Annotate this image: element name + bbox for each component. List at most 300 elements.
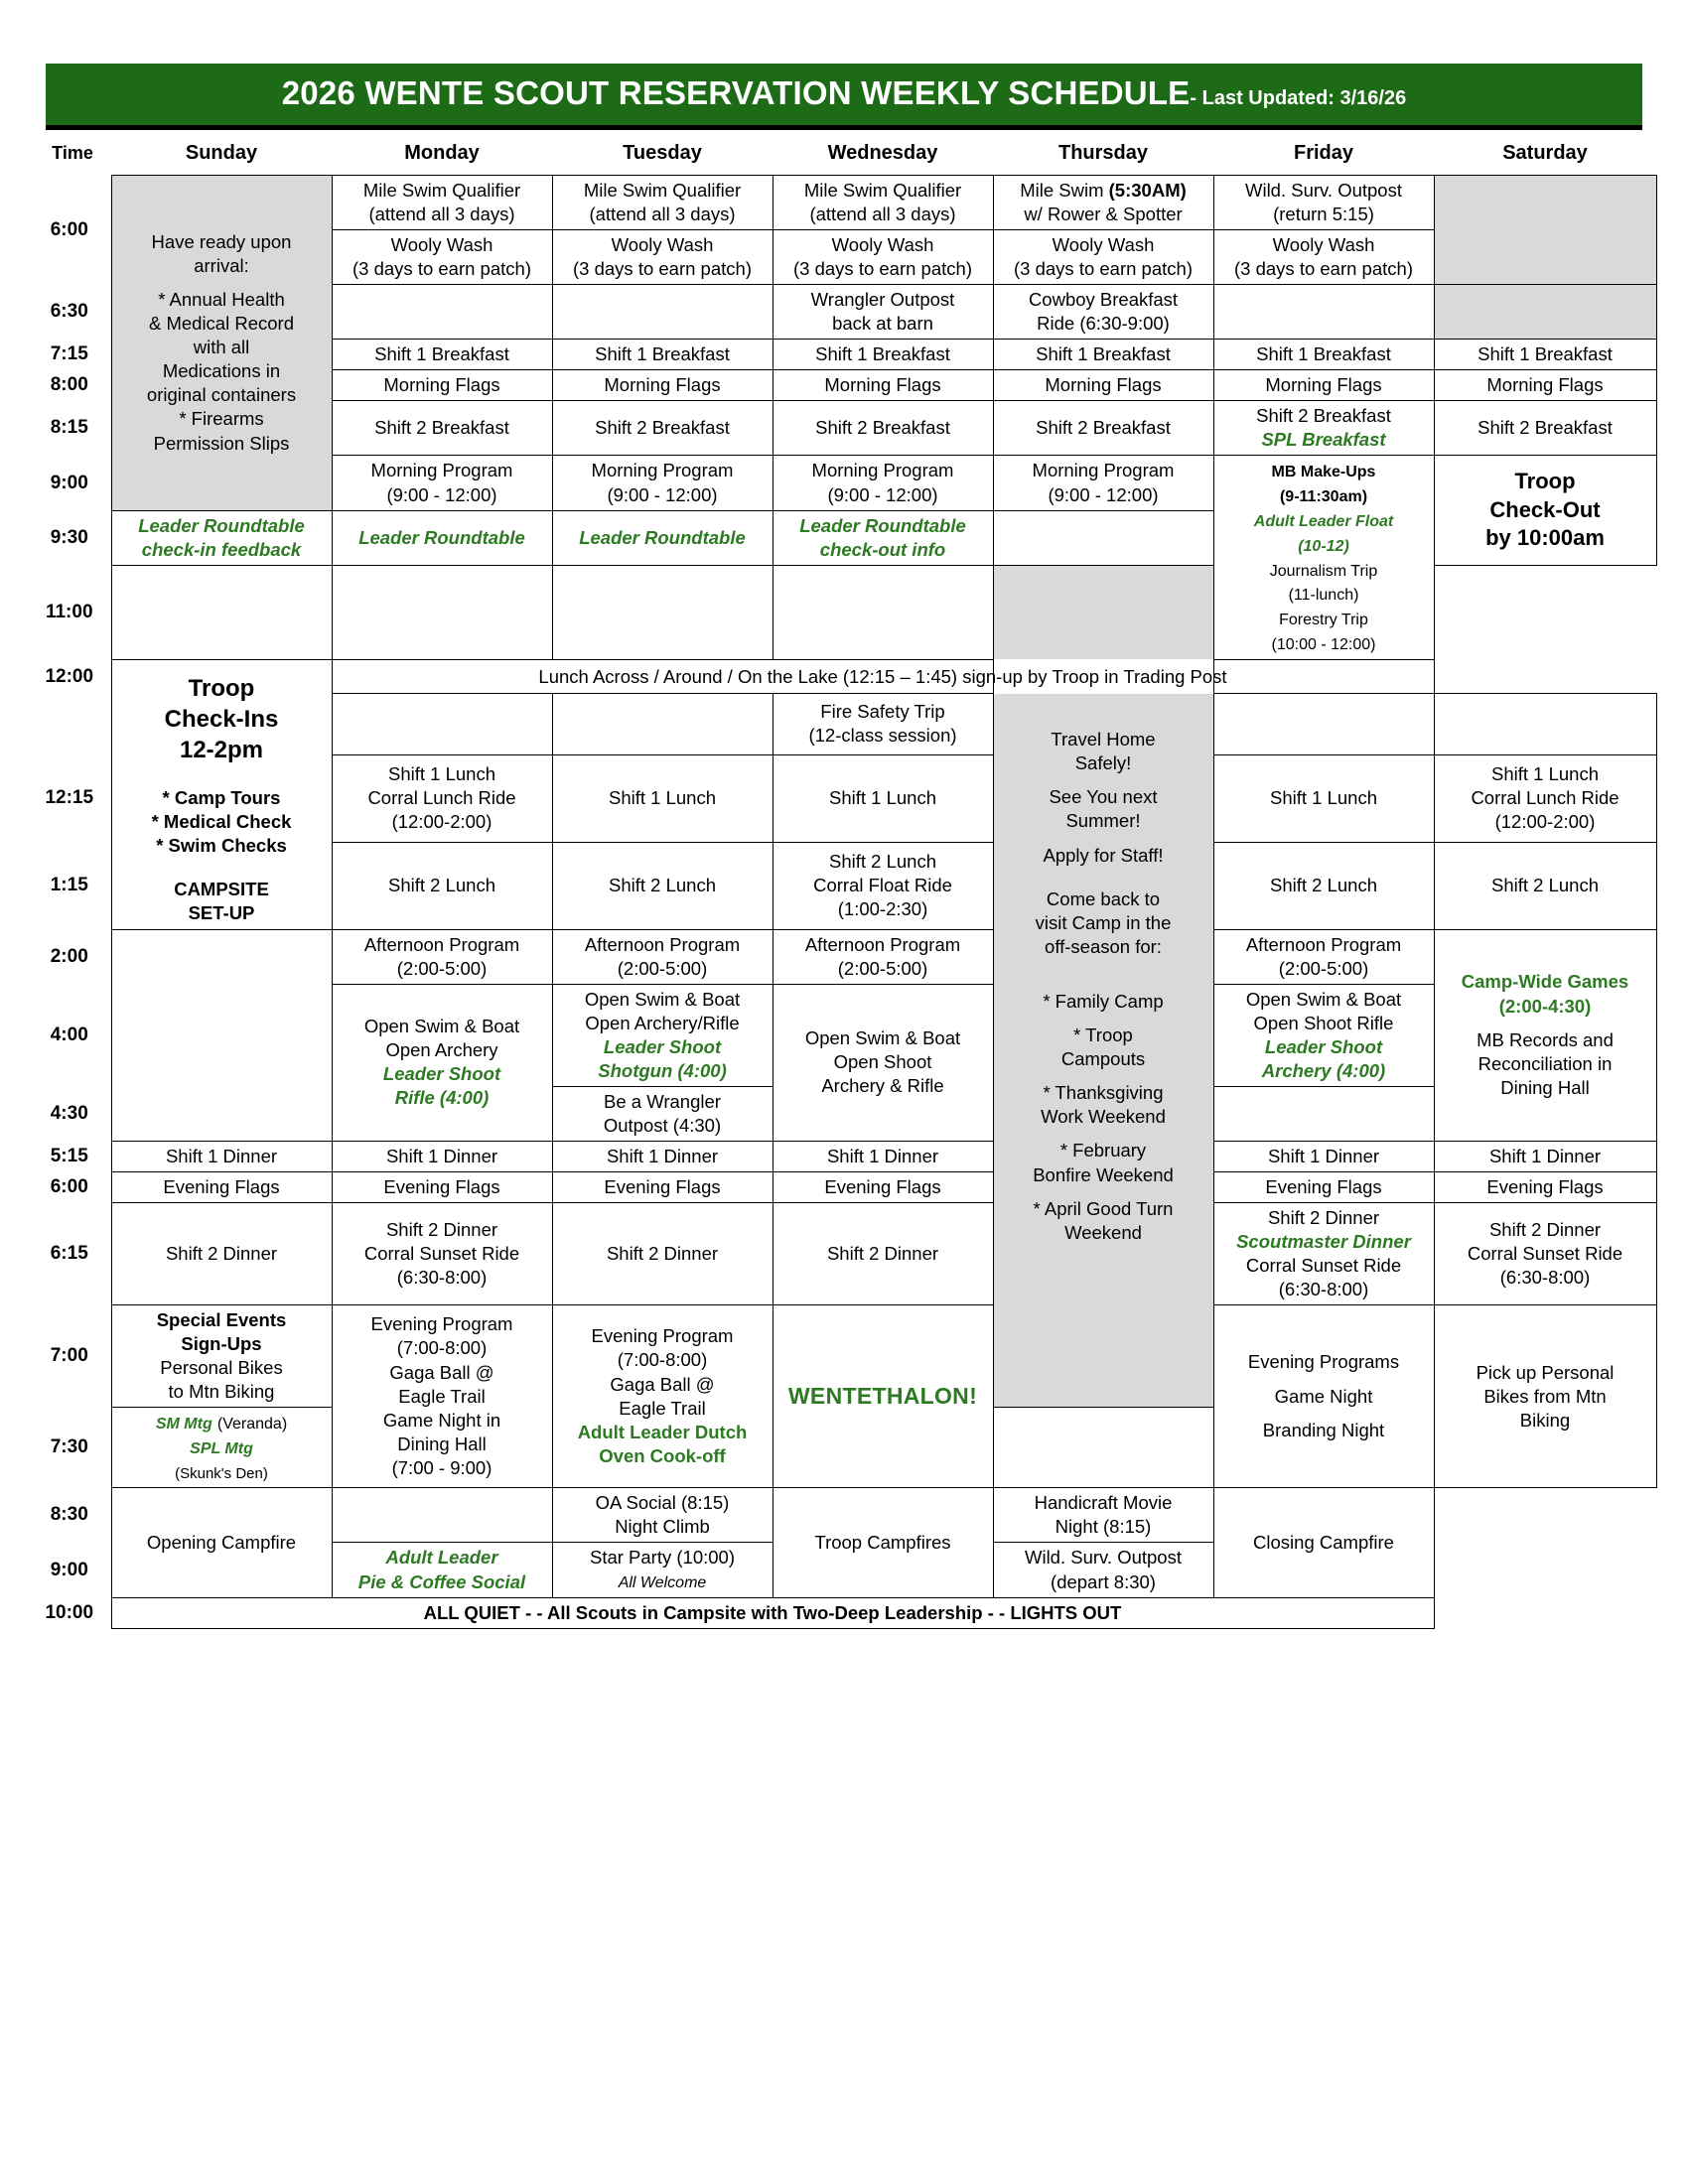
saturday-early-empty — [1434, 176, 1656, 285]
monday-evening-line4: Eagle Trail — [398, 1385, 486, 1407]
thursday-open-line1: Open Swim & Boat — [1245, 988, 1402, 1010]
friday-0630-empty — [1213, 285, 1434, 340]
monday-mile-swim-line2: (attend all 3 days) — [368, 204, 515, 225]
tuesday-open-line2: Open Archery/Rifle — [585, 1012, 740, 1033]
time-label-0930: 9:30 — [34, 510, 111, 565]
monday-leader-roundtable — [111, 510, 332, 565]
time-label-1200: 12:00 — [34, 659, 111, 694]
sunday-campsite-line1: CAMPSITE — [174, 879, 269, 900]
monday-lunch1-line2: Corral Lunch Ride — [367, 787, 516, 809]
monday-open-line1: Open Swim & Boat — [363, 1016, 520, 1037]
column-header-saturday: Saturday — [1434, 136, 1656, 176]
tuesday-afternoon-program — [552, 929, 773, 984]
wednesday-roundtable-label: Leader Roundtable — [579, 526, 746, 548]
tuesday-morning-program — [552, 456, 773, 510]
thursday-fire-row-empty — [1213, 694, 1434, 754]
tuesday-dinner-2: Shift 2 Dinner — [552, 1202, 773, 1304]
sunday-dinner-2: Shift 2 Dinner — [111, 1202, 332, 1304]
thursday-wooly-line1: Wooly Wash — [1052, 234, 1155, 256]
saturday-family-camp: * Family Camp — [1043, 990, 1164, 1012]
friday-dinner-2 — [1434, 1202, 1656, 1304]
wednesday-lunch2-line1: Shift 2 Lunch — [829, 850, 936, 872]
friday-lunch1-line3: (12:00-2:00) — [1494, 811, 1596, 833]
column-header-thursday: Thursday — [993, 136, 1213, 176]
wednesday-mile-swim-line1: Mile Swim Qualifier — [803, 180, 962, 201]
friday-morning-flags: Morning Flags — [1213, 370, 1434, 401]
tuesday-wrangler-line1: Be a Wrangler — [604, 1090, 721, 1112]
saturday-see-line2: Summer! — [1065, 810, 1141, 832]
monday-lunch1-line3: (12:00-2:00) — [391, 811, 492, 833]
thursday-movie-line1: Handicraft Movie — [1034, 1491, 1173, 1513]
tuesday-star-line2: All Welcome — [618, 1574, 707, 1592]
tuesday-open-line3: Leader Shoot — [603, 1035, 722, 1057]
tuesday-evening-flags: Evening Flags — [552, 1171, 773, 1202]
thursday-breakfast-2: Shift 2 Breakfast — [993, 401, 1213, 456]
time-label-0200: 2:00 — [34, 929, 111, 984]
all-quiet-banner: ALL QUIET - - All Scouts in Campsite with Two-Deep Leadership - - LIGHTS OUT — [111, 1597, 1434, 1628]
friday-camp-wide-games — [1434, 929, 1656, 1141]
weekly-schedule-table — [34, 136, 1657, 1629]
monday-open-programs — [332, 984, 552, 1141]
tuesday-lunch-2: Shift 2 Lunch — [552, 842, 773, 929]
time-label-0800: 8:00 — [34, 370, 111, 401]
tuesday-dutch-oven-line2: Oven Cook-off — [599, 1444, 726, 1466]
thursday-afternoon-line2: (2:00-5:00) — [1278, 957, 1369, 979]
friday-games-line1: Camp-Wide Games — [1461, 971, 1629, 993]
monday-morning-program — [332, 456, 552, 510]
saturday-checkout-line1: Troop — [1514, 469, 1576, 494]
monday-dinner-1: Shift 1 Dinner — [332, 1141, 552, 1171]
wednesday-leader-roundtable — [552, 510, 773, 565]
friday-mb-makeups-line1: MB Make-Ups — [1271, 464, 1376, 481]
thursday-1100-empty — [773, 565, 993, 659]
thursday-wild-line2: (depart 8:30) — [1051, 1570, 1156, 1592]
thursday-wooly-wash — [993, 230, 1213, 285]
saturday-february-line1: * February — [1059, 1140, 1147, 1161]
wednesday-morning-program — [773, 456, 993, 510]
tuesday-afternoon-line2: (2:00-5:00) — [617, 957, 708, 979]
lunch-on-the-lake-banner: Lunch Across / Around / On the Lake (12:15 – 1:45) sign-up by Troop in Trading Post — [332, 659, 1434, 694]
time-label-0400: 4:00 — [34, 984, 111, 1086]
wednesday-wooly-line2: (3 days to earn patch) — [793, 258, 972, 280]
row-1200-lunch-banner — [34, 659, 1656, 694]
tuesday-open-programs — [552, 984, 773, 1086]
friday-pickup-bikes — [1434, 1305, 1656, 1488]
friday-forestry-line1: Forestry Trip — [1279, 612, 1368, 629]
tuesday-star-line1: Star Party (10:00) — [589, 1547, 735, 1569]
tuesday-evening-line4: Eagle Trail — [619, 1397, 706, 1419]
thursday-dinner2-line3: Corral Sunset Ride — [1245, 1255, 1402, 1277]
friday-spl-breakfast: SPL Breakfast — [1261, 429, 1386, 451]
wednesday-fire-safety-trip — [773, 694, 993, 754]
time-label-0515: 5:15 — [34, 1141, 111, 1171]
time-label-0900: 9:00 — [34, 456, 111, 510]
thursday-cowboy-breakfast — [993, 285, 1213, 340]
thursday-open-line4: Archery (4:00) — [1261, 1059, 1386, 1081]
row-0200-afternoon — [34, 929, 1656, 984]
thursday-open-line3: Leader Shoot — [1264, 1035, 1383, 1057]
row-0615-dinner2 — [34, 1202, 1656, 1304]
page-title-bar — [46, 64, 1642, 130]
time-label-0700: 7:00 — [34, 1305, 111, 1408]
time-label-0730: 7:30 — [34, 1408, 111, 1488]
wednesday-lunch-1: Shift 1 Lunch — [773, 754, 993, 842]
friday-evening-flags: Evening Flags — [1434, 1171, 1656, 1202]
thursday-wild-line1: Wild. Surv. Outpost — [1025, 1547, 1182, 1569]
thursday-evening-programs — [1213, 1305, 1434, 1488]
wednesday-1100-empty — [552, 565, 773, 659]
thursday-cowboy-line1: Cowboy Breakfast — [1028, 289, 1179, 311]
friday-lunch-2: Shift 2 Lunch — [1434, 842, 1656, 929]
sunday-arrival-line7: original containers — [146, 384, 297, 406]
tuesday-wrangler-line2: Outpost (4:30) — [603, 1114, 722, 1136]
thursday-mile-swim — [993, 176, 1213, 230]
monday-pie-coffee-social — [332, 1543, 552, 1598]
monday-afternoon-program — [332, 929, 552, 984]
tuesday-open-line4: Shotgun (4:00) — [598, 1059, 727, 1081]
saturday-comeback-line3: off-season for: — [1045, 936, 1162, 958]
monday-evening-line7: (7:00 - 9:00) — [391, 1456, 492, 1478]
friday-dinner-1: Shift 1 Dinner — [1434, 1141, 1656, 1171]
monday-afternoon-line1: Afternoon Program — [363, 933, 520, 955]
thursday-morning-flags: Morning Flags — [993, 370, 1213, 401]
tuesday-night-activities — [552, 1487, 773, 1542]
sunday-arrival-line9: Permission Slips — [153, 432, 290, 454]
time-label-0830: 8:30 — [34, 1487, 111, 1542]
row-0515-dinner1 — [34, 1141, 1656, 1171]
sunday-troop-checkins — [111, 659, 332, 929]
friday-lunch-1 — [1434, 754, 1656, 842]
thursday-leader-roundtable — [773, 510, 993, 565]
thursday-mile-swim-time: (5:30AM) — [1108, 180, 1187, 201]
friday-forestry-line2: (10:00 - 12:00) — [1271, 636, 1376, 654]
wednesday-lunch2-line2: Corral Float Ride — [813, 874, 952, 895]
thursday-scoutmaster-dinner: Scoutmaster Dinner — [1236, 1231, 1411, 1253]
tuesday-fire-row-empty — [552, 694, 773, 754]
tuesday-leader-roundtable — [332, 510, 552, 565]
wednesday-evening-flags: Evening Flags — [773, 1171, 993, 1202]
thursday-roundtable-line1: Leader Roundtable — [799, 514, 966, 536]
column-header-wednesday: Wednesday — [773, 136, 993, 176]
saturday-breakfast-2: Shift 2 Breakfast — [1434, 401, 1656, 456]
time-label-0600: 6:00 — [34, 176, 111, 285]
monday-evening-line3: Gaga Ball @ — [389, 1361, 494, 1383]
tuesday-dinner-1: Shift 1 Dinner — [552, 1141, 773, 1171]
wednesday-open-line2: Open Shoot — [833, 1051, 932, 1073]
monday-morning-program-line2: (9:00 - 12:00) — [386, 483, 497, 505]
sunday-checkin-line1: Troop — [188, 675, 255, 703]
column-header-friday: Friday — [1213, 136, 1434, 176]
friday-adult-float-line1: Adult Leader Float — [1253, 513, 1394, 531]
thursday-movie-line2: Night (8:15) — [1055, 1516, 1152, 1538]
thursday-wild-survival — [993, 1543, 1213, 1598]
monday-0630-empty — [332, 285, 552, 340]
wednesday-afternoon-line2: (2:00-5:00) — [837, 957, 928, 979]
wednesday-fire-line2: (12-class session) — [808, 725, 957, 747]
friday-breakfast-2 — [1213, 401, 1434, 456]
saturday-comeback-line2: visit Camp in the — [1035, 912, 1172, 934]
friday-dinner2-line2: Corral Sunset Ride — [1467, 1243, 1623, 1265]
sunday-checkin-line3: 12-2pm — [179, 737, 264, 764]
saturday-february-line2: Bonfire Weekend — [1033, 1163, 1174, 1185]
wednesday-dinner-1: Shift 1 Dinner — [773, 1141, 993, 1171]
thursday-wooly-line2: (3 days to earn patch) — [1014, 258, 1193, 280]
row-0600pm-flags — [34, 1171, 1656, 1202]
thursday-morning-program — [993, 456, 1213, 510]
tuesday-breakfast-2: Shift 2 Breakfast — [552, 401, 773, 456]
saturday-comeback-line1: Come back to — [1046, 888, 1161, 910]
tuesday-mile-swim-line2: (attend all 3 days) — [589, 204, 736, 225]
sunday-camp-tours: * Camp Tours — [162, 786, 281, 808]
monday-open-line4: Rifle (4:00) — [394, 1087, 490, 1109]
time-label-1100: 11:00 — [34, 565, 111, 659]
wednesday-dinner-2: Shift 2 Dinner — [773, 1202, 993, 1304]
sunday-leader-meetings — [111, 1408, 332, 1488]
monday-wooly-line2: (3 days to earn patch) — [352, 258, 531, 280]
tuesday-wooly-wash — [552, 230, 773, 285]
saturday-checkout-line3: by 10:00am — [1485, 525, 1605, 551]
monday-open-line2: Open Archery — [385, 1039, 498, 1061]
time-label-0430: 4:30 — [34, 1086, 111, 1141]
thursday-0430-empty — [1213, 1086, 1434, 1141]
column-header-tuesday: Tuesday — [552, 136, 773, 176]
tuesday-evening-line1: Evening Program — [591, 1325, 734, 1347]
wednesday-wooly-wash — [773, 230, 993, 285]
thursday-evening-flags: Evening Flags — [1213, 1171, 1434, 1202]
time-label-1000: 10:00 — [34, 1597, 111, 1628]
thursday-mile-swim-line2: w/ Rower & Spotter — [1024, 204, 1183, 225]
monday-lunch-1 — [332, 754, 552, 842]
tuesday-morning-program-line2: (9:00 - 12:00) — [607, 483, 718, 505]
saturday-checkout-line2: Check-Out — [1489, 496, 1601, 522]
friday-dinner2-line1: Shift 2 Dinner — [1488, 1218, 1602, 1240]
sunday-special-line4: to Mtn Biking — [168, 1381, 275, 1403]
wednesday-afternoon-program — [773, 929, 993, 984]
saturday-thanksgiving-line1: * Thanksgiving — [1043, 1082, 1164, 1104]
sunday-special-line1: Special Events — [156, 1309, 287, 1331]
friday-wild-survival-line2: (return 5:15) — [1273, 204, 1374, 225]
tuesday-morning-program-line1: Morning Program — [591, 460, 734, 481]
time-label-0715: 7:15 — [34, 340, 111, 370]
thursday-open-programs — [1213, 984, 1434, 1086]
monday-wooly-wash — [332, 230, 552, 285]
sunday-arrival-line2: arrival: — [194, 255, 249, 277]
row-0700-evening — [34, 1305, 1656, 1408]
tuesday-mile-swim-line1: Mile Swim Qualifier — [583, 180, 742, 201]
time-label-0615: 6:15 — [34, 1202, 111, 1304]
monday-open-line3: Leader Shoot — [382, 1063, 501, 1085]
wednesday-wrangler-line1: Wrangler Outpost — [810, 289, 955, 311]
wednesday-morning-program-line2: (9:00 - 12:00) — [827, 483, 938, 505]
thursday-dinner2-line4: (6:30-8:00) — [1278, 1279, 1369, 1300]
thursday-afternoon-line1: Afternoon Program — [1245, 933, 1402, 955]
sunday-arrival-line3: * Annual Health — [158, 289, 285, 311]
saturday-travel-line1: Travel Home — [1051, 729, 1156, 751]
page-title: 2026 WENTE SCOUT RESERVATION WEEKLY SCHEDULE — [281, 74, 1191, 111]
wednesday-wentethalon-label: WENTETHALON! — [787, 1382, 978, 1409]
monday-1100-empty — [111, 565, 332, 659]
friday-merit-badge-block — [1213, 456, 1434, 659]
thursday-roundtable-line2: check-out info — [819, 538, 946, 560]
wednesday-afternoon-line1: Afternoon Program — [804, 933, 961, 955]
sunday-arrival-cell — [111, 176, 332, 511]
saturday-thanksgiving-line2: Work Weekend — [1041, 1106, 1166, 1128]
tuesday-1100-empty — [332, 565, 552, 659]
wednesday-fire-line1: Fire Safety Trip — [820, 701, 945, 723]
monday-breakfast-1: Shift 1 Breakfast — [332, 340, 552, 370]
wednesday-mile-swim-line2: (attend all 3 days) — [809, 204, 956, 225]
friday-breakfast-1: Shift 1 Breakfast — [1213, 340, 1434, 370]
thursday-movie-night — [993, 1487, 1213, 1542]
sunday-spl-mtg: SPL Mtg — [190, 1440, 253, 1458]
tuesday-wooly-line1: Wooly Wash — [611, 234, 714, 256]
thursday-morning-program-line1: Morning Program — [1032, 460, 1175, 481]
sunday-checkin-line2: Check-Ins — [164, 706, 279, 734]
tuesday-evening-line2: (7:00-8:00) — [617, 1349, 708, 1371]
monday-dinner-2 — [332, 1202, 552, 1304]
friday-adult-float-line2: (10-12) — [1298, 537, 1349, 555]
friday-wild-survival — [1213, 176, 1434, 230]
monday-evening-line6: Dining Hall — [397, 1433, 487, 1454]
table-header-row — [34, 136, 1656, 176]
friday-breakfast-2-label: Shift 2 Breakfast — [1256, 405, 1391, 427]
monday-mile-swim — [332, 176, 552, 230]
thursday-open-line2: Open Shoot Rifle — [1253, 1012, 1394, 1033]
thursday-lunch-2: Shift 2 Lunch — [1213, 842, 1434, 929]
monday-evening-line1: Evening Program — [370, 1313, 513, 1335]
row-0600-swim — [34, 176, 1656, 230]
saturday-troop-campouts-line2: Campouts — [1060, 1048, 1146, 1069]
thursday-breakfast-1: Shift 1 Breakfast — [993, 340, 1213, 370]
tuesday-morning-flags: Morning Flags — [552, 370, 773, 401]
thursday-dinner-1: Shift 1 Dinner — [1213, 1141, 1434, 1171]
monday-wooly-line1: Wooly Wash — [390, 234, 493, 256]
tuesday-oa-social: OA Social (8:15) — [595, 1491, 730, 1513]
tuesday-lunch-1: Shift 1 Lunch — [552, 754, 773, 842]
monday-morning-flags: Morning Flags — [332, 370, 552, 401]
monday-dinner2-line1: Shift 2 Dinner — [385, 1218, 498, 1240]
sunday-spl-mtg-location: (Skunk's Den) — [175, 1464, 268, 1482]
saturday-breakfast-1: Shift 1 Breakfast — [1434, 340, 1656, 370]
tuesday-afternoon-line1: Afternoon Program — [584, 933, 741, 955]
sunday-special-events — [111, 1305, 332, 1408]
monday-dinner2-line2: Corral Sunset Ride — [363, 1243, 520, 1265]
thursday-mile-swim-line1: Mile Swim — [1020, 180, 1104, 201]
wednesday-wrangler-outpost — [773, 285, 993, 340]
last-updated-label: - Last Updated: 3/16/26 — [1190, 87, 1407, 109]
wednesday-troop-campfires: Troop Campfires — [773, 1487, 993, 1597]
monday-roundtable-line1: Leader Roundtable — [138, 514, 305, 536]
time-label-0115: 1:15 — [34, 842, 111, 929]
thursday-cowboy-line2: Ride (6:30-9:00) — [1037, 313, 1170, 335]
monday-evening-program — [332, 1305, 552, 1488]
time-label-0630: 6:30 — [34, 285, 111, 340]
saturday-travel-line2: Safely! — [1074, 752, 1132, 774]
sunday-arrival-line8: * Firearms — [179, 408, 264, 430]
tuesday-be-a-wrangler — [552, 1086, 773, 1141]
sunday-evening-flags: Evening Flags — [111, 1171, 332, 1202]
friday-lunch1-line1: Shift 1 Lunch — [1491, 762, 1599, 784]
monday-afternoon-line2: (2:00-5:00) — [396, 957, 488, 979]
saturday-troop-campouts-line1: * Troop — [1073, 1024, 1133, 1045]
saturday-april-line2: Weekend — [1064, 1221, 1142, 1243]
sunday-arrival-line6: Medications in — [162, 360, 281, 382]
friday-wild-survival-line1: Wild. Surv. Outpost — [1245, 180, 1402, 201]
wednesday-breakfast-1: Shift 1 Breakfast — [773, 340, 993, 370]
tuesday-0630-empty — [552, 285, 773, 340]
monday-morning-program-line1: Morning Program — [370, 460, 513, 481]
thursday-lunch-1: Shift 1 Lunch — [1213, 754, 1434, 842]
thursday-evening-line1: Evening Programs — [1247, 1351, 1400, 1373]
saturday-morning-flags: Morning Flags — [1434, 370, 1656, 401]
monday-evening-flags: Evening Flags — [332, 1171, 552, 1202]
time-label-0600pm: 6:00 — [34, 1171, 111, 1202]
thursday-dinner-2 — [1213, 1202, 1434, 1304]
monday-lunch1-line1: Shift 1 Lunch — [388, 762, 495, 784]
thursday-dinner2-line1: Shift 2 Dinner — [1267, 1206, 1380, 1228]
tuesday-evening-program — [552, 1305, 773, 1488]
monday-dinner2-line3: (6:30-8:00) — [396, 1267, 488, 1289]
friday-mb-records-line1: MB Records and — [1477, 1028, 1614, 1050]
wednesday-wentethalon — [773, 1305, 993, 1488]
sunday-arrival-line5: with all — [193, 337, 250, 358]
monday-roundtable-line2: check-in feedback — [141, 538, 302, 560]
friday-bikes-line1: Pick up Personal — [1476, 1361, 1615, 1383]
thursday-evening-line3: Branding Night — [1262, 1419, 1385, 1440]
friday-wooly-wash — [1213, 230, 1434, 285]
sunday-sm-mtg-location: (Veranda) — [216, 1416, 288, 1433]
tuesday-dutch-oven-line1: Adult Leader Dutch — [577, 1421, 748, 1442]
sunday-special-line3: Personal Bikes — [160, 1357, 283, 1379]
monday-breakfast-2: Shift 2 Breakfast — [332, 401, 552, 456]
saturday-see-line1: See You next — [1049, 786, 1158, 808]
friday-journalism-line1: Journalism Trip — [1269, 562, 1378, 580]
row-0830-campfires — [34, 1487, 1656, 1542]
saturday-1000-empty — [1434, 1597, 1656, 1628]
friday-fire-row-empty — [1434, 694, 1656, 754]
sunday-afternoon-empty — [111, 929, 332, 1141]
saturday-april-line1: * April Good Turn — [1033, 1197, 1174, 1219]
wednesday-wooly-line1: Wooly Wash — [831, 234, 934, 256]
monday-social-line1: Adult Leader — [385, 1547, 498, 1569]
friday-mb-records-line3: Dining Hall — [1500, 1076, 1590, 1098]
time-label-0900pm: 9:00 — [34, 1543, 111, 1598]
column-header-monday: Monday — [332, 136, 552, 176]
friday-bikes-line3: Biking — [1519, 1409, 1571, 1431]
saturday-troop-checkout — [1434, 456, 1656, 565]
monday-fire-row-empty — [332, 694, 552, 754]
sunday-swim-checks: * Swim Checks — [156, 835, 287, 857]
monday-evening-line2: (7:00-8:00) — [396, 1337, 488, 1359]
tuesday-night-climb: Night Climb — [615, 1516, 710, 1538]
wednesday-open-programs — [773, 984, 993, 1141]
monday-lunch-2: Shift 2 Lunch — [332, 842, 552, 929]
wednesday-open-line1: Open Swim & Boat — [804, 1027, 961, 1049]
tuesday-open-line1: Open Swim & Boat — [584, 988, 741, 1010]
friday-mb-makeups-line2: (9-11:30am) — [1279, 488, 1368, 506]
friday-dinner2-line3: (6:30-8:00) — [1499, 1267, 1591, 1289]
sunday-arrival-line1: Have ready upon — [151, 230, 292, 252]
tuesday-evening-line3: Gaga Ball @ — [610, 1373, 715, 1395]
friday-closing-campfire: Closing Campfire — [1213, 1487, 1434, 1597]
sunday-special-line2: Sign-Ups — [181, 1333, 262, 1355]
wednesday-morning-program-line1: Morning Program — [811, 460, 954, 481]
wednesday-wrangler-line2: back at barn — [832, 313, 933, 335]
time-label-0815: 8:15 — [34, 401, 111, 456]
thursday-afternoon-program — [1213, 929, 1434, 984]
monday-evening-line5: Game Night in — [382, 1409, 501, 1431]
monday-social-line2: Pie & Coffee Social — [357, 1570, 526, 1592]
